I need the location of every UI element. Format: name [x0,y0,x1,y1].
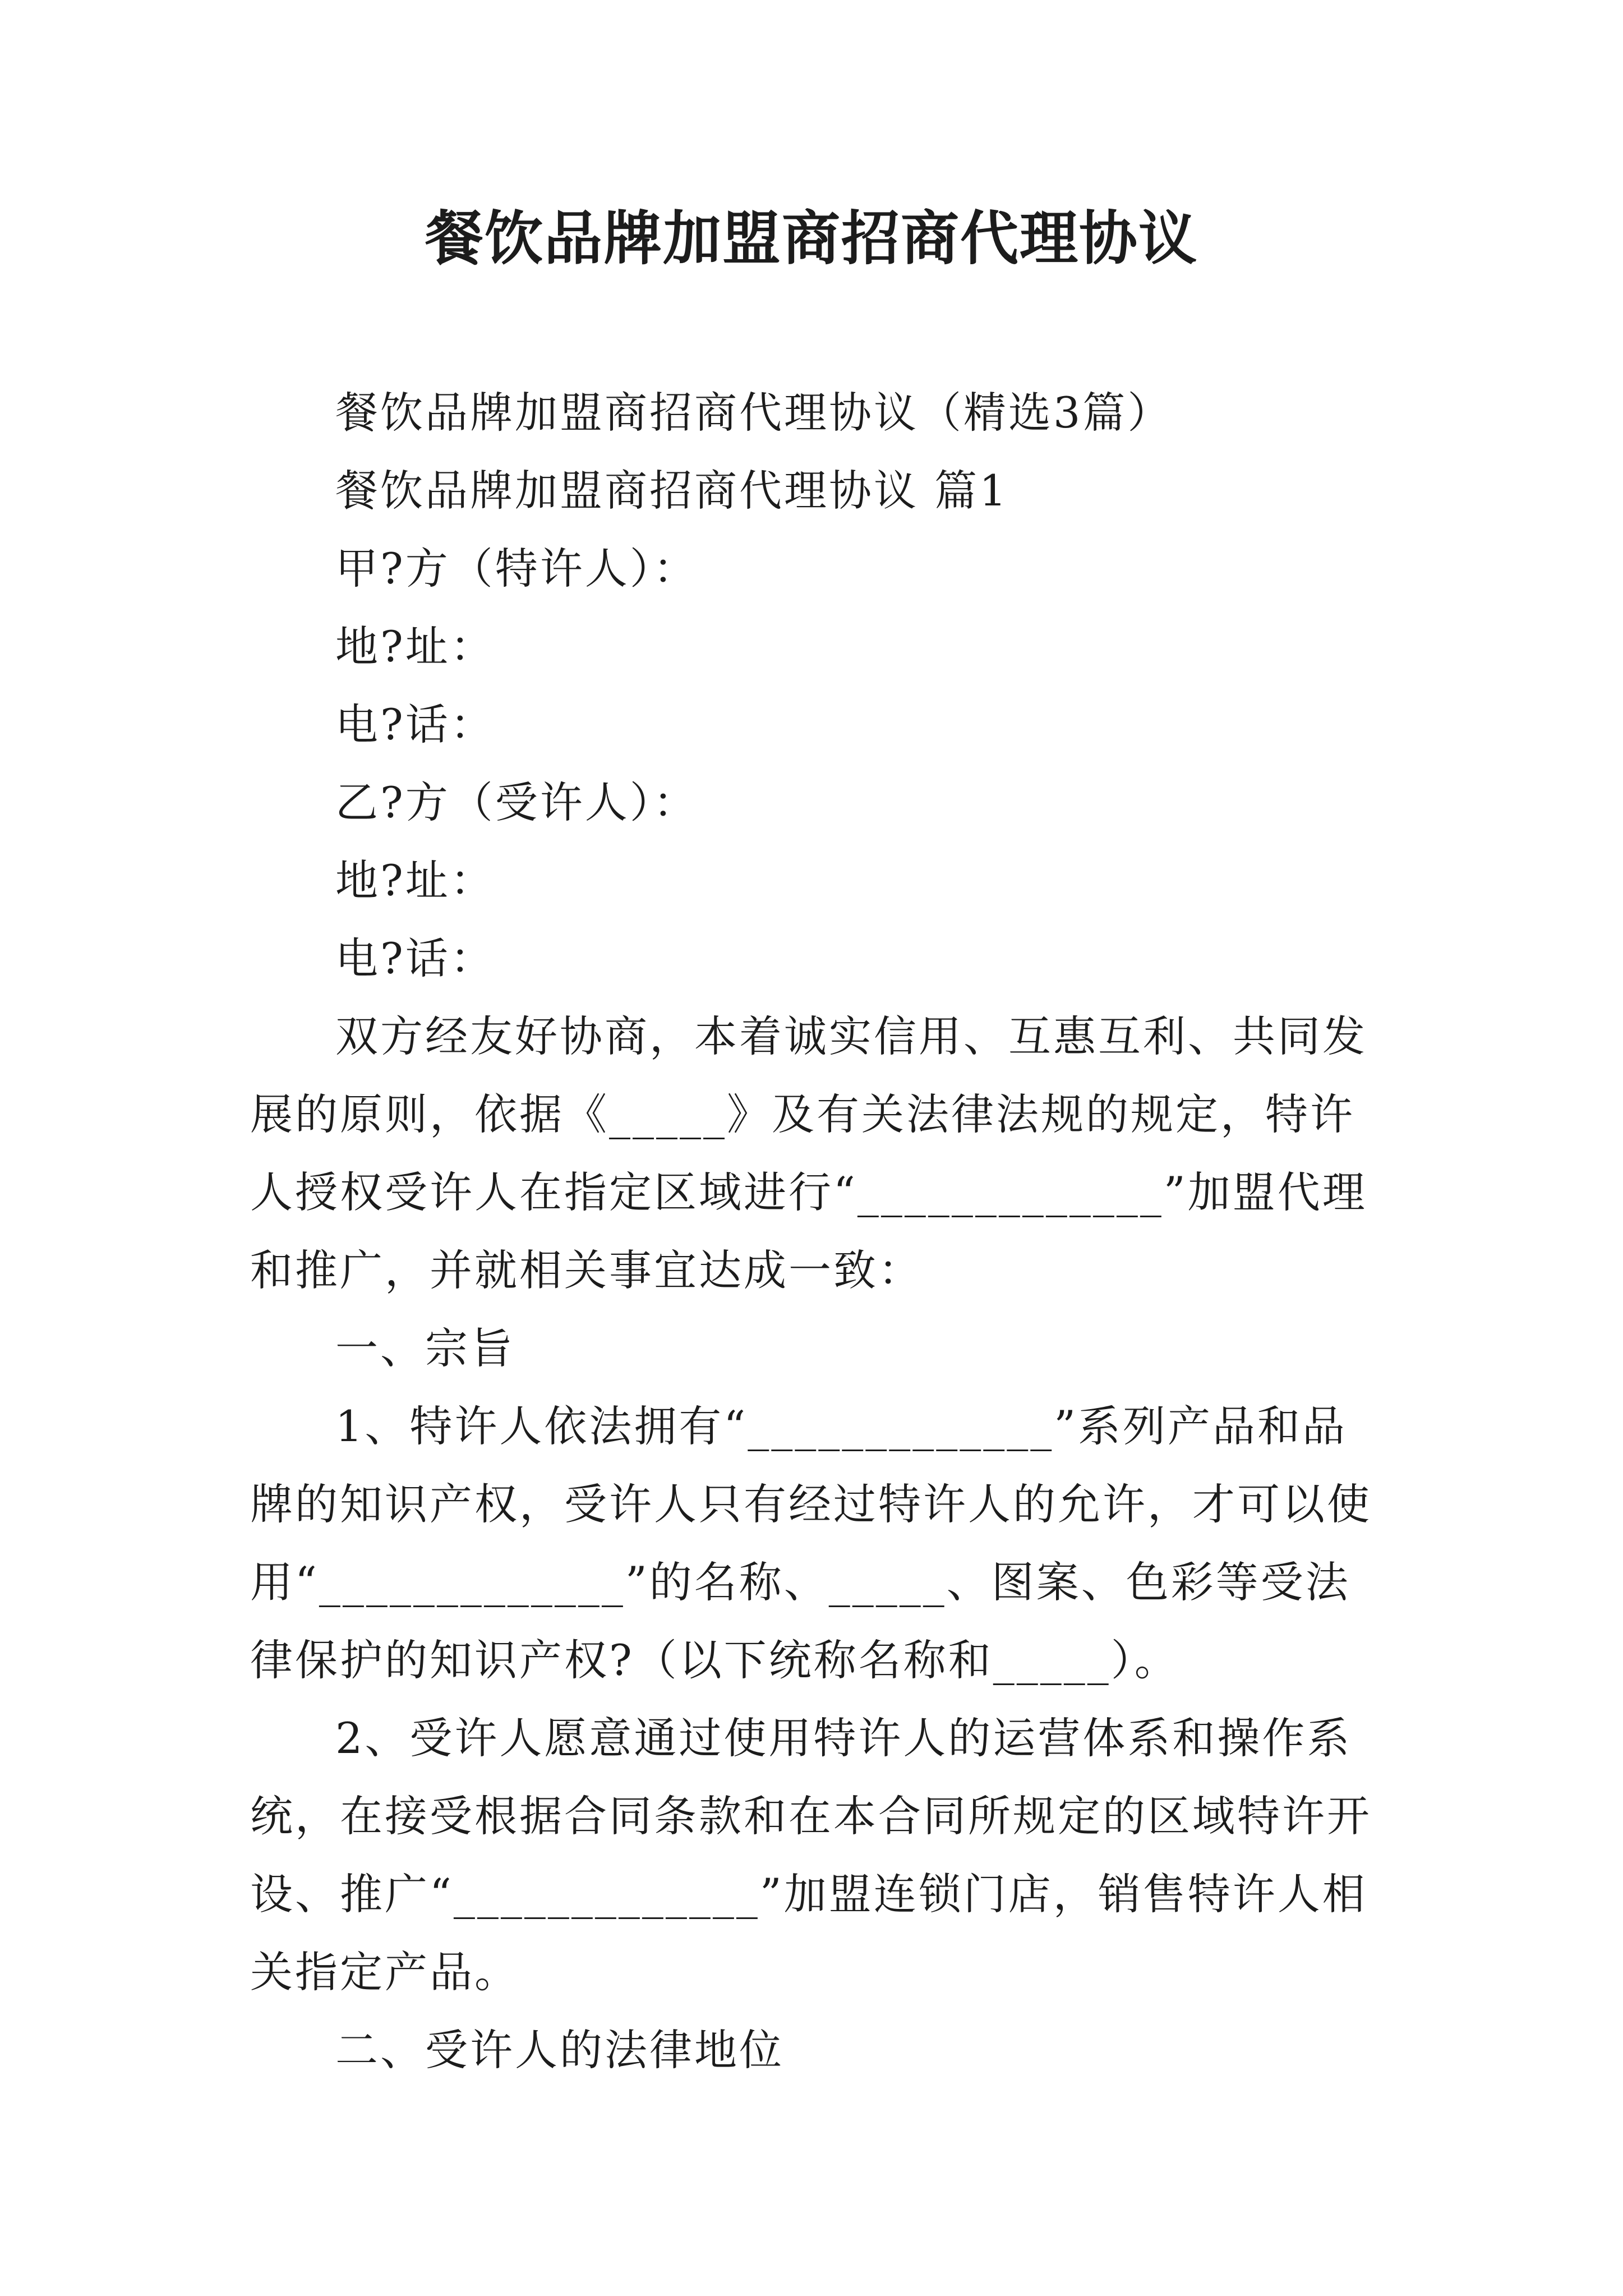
party-b-phone-line: 电?话： [335,933,495,983]
party-a-address-line: 地?址： [335,622,495,671]
party-b-line: 乙?方（受许人）： [335,777,698,827]
clause-paragraph-2: 2、受许人愿意通过使用特许人的运营体系和操作系统，在接受根据合同条款和在本合同所规定的区域特许开设、推广“_____________”加盟连锁门店，销售特许人相关指定产品。 [250,1713,1372,1997]
party-a-phone-line: 电?话： [335,700,495,749]
party-a-line: 甲?方（特许人）： [335,544,698,593]
preamble-paragraph: 双方经友好协商，本着诚实信用、互惠互利、共同发展的原则，依据《_____》及有关法律法规的规定，特许人授权受许人在指定区域进行“_____________”加盟代理和推广，并就相关事宜达成一致： [250,1011,1367,1295]
article-heading: 餐饮品牌加盟商招商代理协议 篇1 [335,466,1009,516]
clause-paragraph-1: 1、特许人依法拥有“_____________”系列产品和品牌的知识产权，受许人只有经过特许人的允许，才可以使用“_____________”的名称、_____、图案、色彩等受法律保护的知识产权?（以下统称名称和_____）。 [250,1401,1372,1685]
party-b-address-line: 地?址： [335,855,495,905]
section-heading-legal-status: 二、受许人的法律地位 [335,2025,784,2075]
document-title: 餐饮品牌加盟商招商代理协议 [425,204,1198,273]
document-subtitle: 餐饮品牌加盟商招商代理协议（精选3篇） [335,388,1173,438]
section-heading-purpose: 一、宗旨 [335,1323,515,1373]
document-body [250,374,1376,2089]
